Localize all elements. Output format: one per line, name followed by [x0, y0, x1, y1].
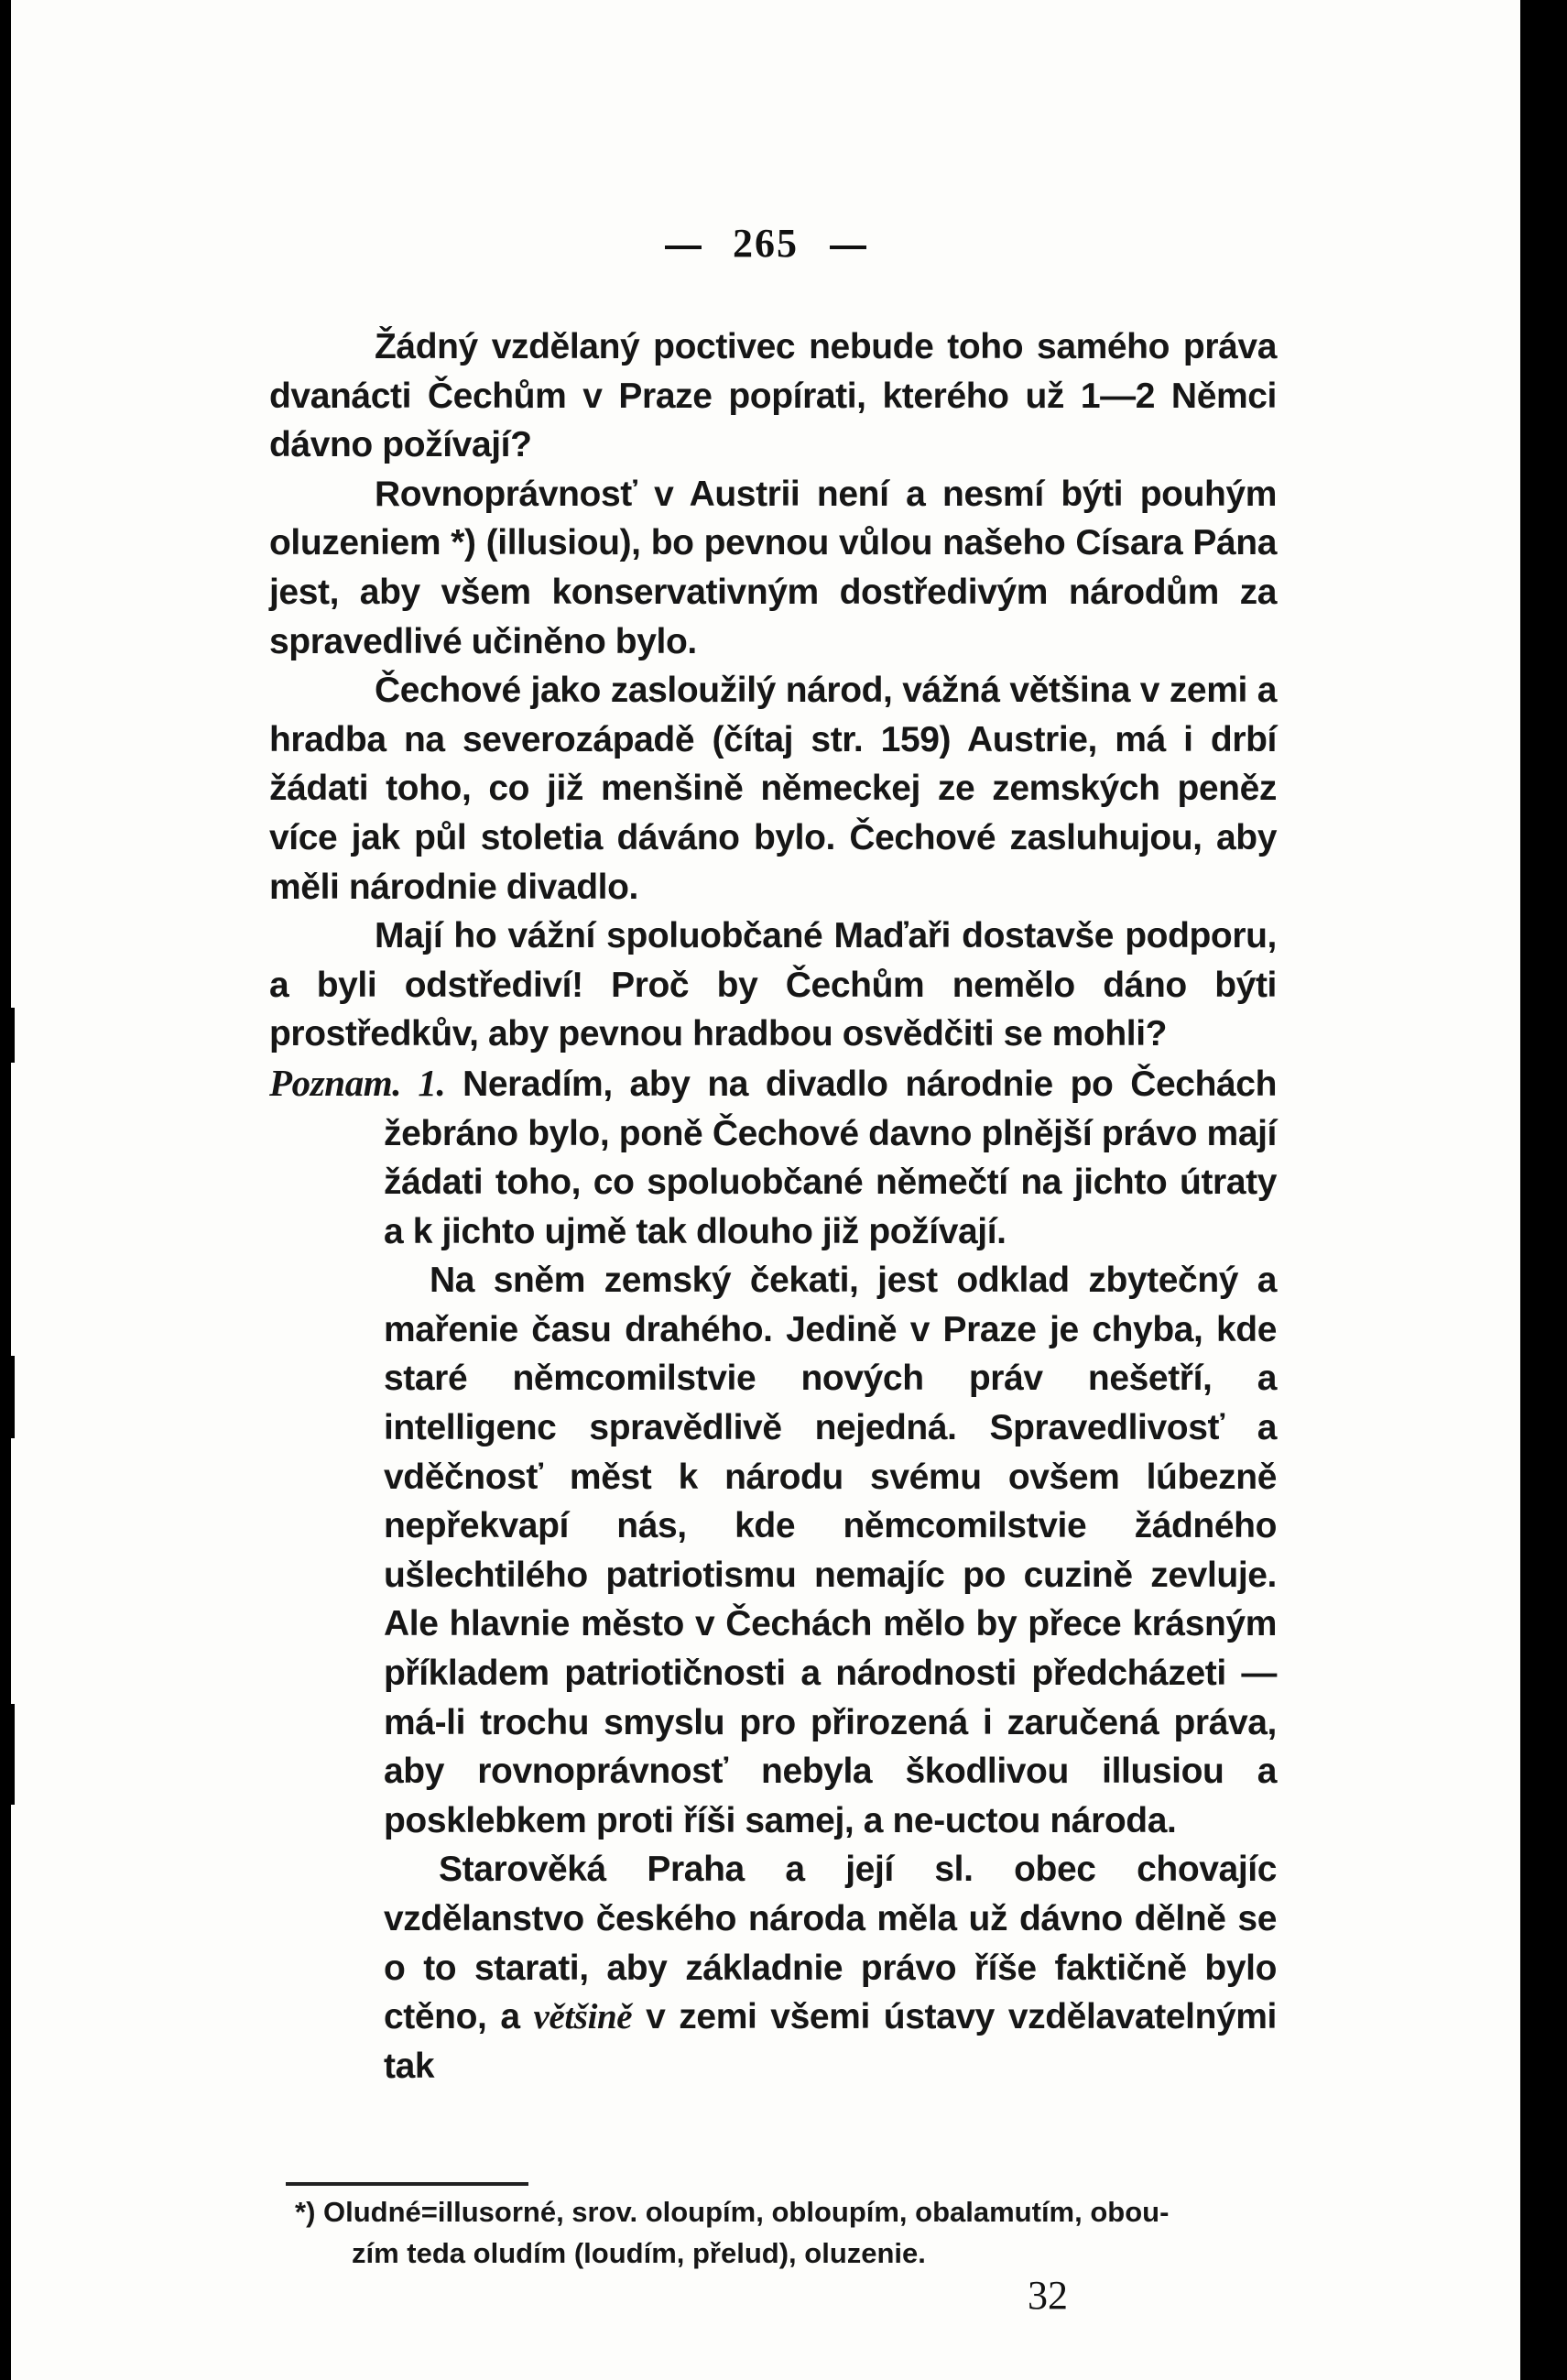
- paragraph: Mají ho vážní spoluobčané Maďaři dostavše podporu, a byli odstřediví! Proč by Čechům nemělo dáno býti prostředkův, aby pevnou hradbou osvědčiti se mohli?: [269, 916, 1277, 1054]
- remark-paragraph: [384, 1845, 1277, 2091]
- remark-paragraph: [269, 1059, 1277, 1256]
- remark-block: [269, 1059, 1277, 2091]
- footnote-line: zím teda oludím (loudím, přelud), oluzenie.: [352, 2237, 926, 2269]
- paragraph: Žádný vzdělaný poctivec nebude toho samého práva dvanácti Čechům v Praze popírati, kterého už 1—2 Němci dávno požívají?: [269, 327, 1277, 465]
- remark-text: Neradím, aby na divadlo národnie po Čechách žebráno bylo, poně Čechové davno plnější právo mají žádati toho, co spoluobčané němečtí na jichto útraty a k jichto ujmě tak dlouho již požívají.: [384, 1064, 1277, 1251]
- paragraph: Čechové jako zasloužilý národ, vážná většina v zemi a hradba na severozápadě (čítaj str. 159) Austrie, má i drbí žádati toho, co již menšině německej ze zemských peněz více jak půl stoletia dáváno bylo. Čechové zasluhujou, aby měli národnie divadlo.: [269, 671, 1277, 907]
- signature-mark: 32: [1028, 2273, 1068, 2318]
- footnote-line: *) Oludné=illusorné, srov. oloupím, obloupím, obalamutím, obou-: [295, 2196, 1170, 2228]
- remark-text: Starověká Praha a její sl. obec chovajíc vzdělanstvo českého národa měla už dávno dělně se o to starati, aby základnie právo říše faktičně bylo ctěno, a: [384, 1850, 1277, 2037]
- footnote-rule: [286, 2182, 528, 2186]
- page-number-text: 265: [733, 221, 799, 266]
- page-number: [11, 220, 1520, 267]
- emphasized-word: většině: [533, 1997, 633, 2037]
- paragraph: Rovnoprávnosť v Austrii není a nesmí býti pouhým oluzeniem *) (illusiou), bo pevnou vůlou našeho Císara Pána jest, aby všem konservativným dostředivým národům za spravedlivé učiněno bylo.: [269, 474, 1277, 661]
- book-page: [11, 0, 1520, 2380]
- page-edge-mark: [11, 1356, 15, 1438]
- page-edge-mark: [11, 1008, 15, 1063]
- footnote: [295, 2191, 1275, 2274]
- remark-paragraph: Na sněm zemský čekati, jest odklad zbytečný a mařenie času drahého. Jedině v Praze je chyba, kde staré němcomilstvie nových práv nešetří, a intelligenc spravědlivě nejedná. Spravedlivosť a vděčnosť měst k národu svému ovšem lúbezně nepřekvapí nás, kde němcomilstvie žádného ušlechtilého patriotismu nemajíc po cuzině zevluje. Ale hlavnie město v Čechách mělo by přece krásným příkladem patriotičnosti a národnosti předcházeti — má-li trochu smyslu pro přirozená i zaručená práva, aby rovnoprávnosť nebyla škodlivou illusiou a posklebkem proti říši samej, a ne-uctou národa.: [384, 1261, 1277, 1840]
- main-text: [269, 322, 1277, 2091]
- remark-text: v zemi všemi ústavy vzdělavatelnými tak: [384, 1997, 1277, 2086]
- page-edge-mark: [11, 1704, 15, 1805]
- remark-heading: Poznam. 1.: [269, 1061, 446, 1104]
